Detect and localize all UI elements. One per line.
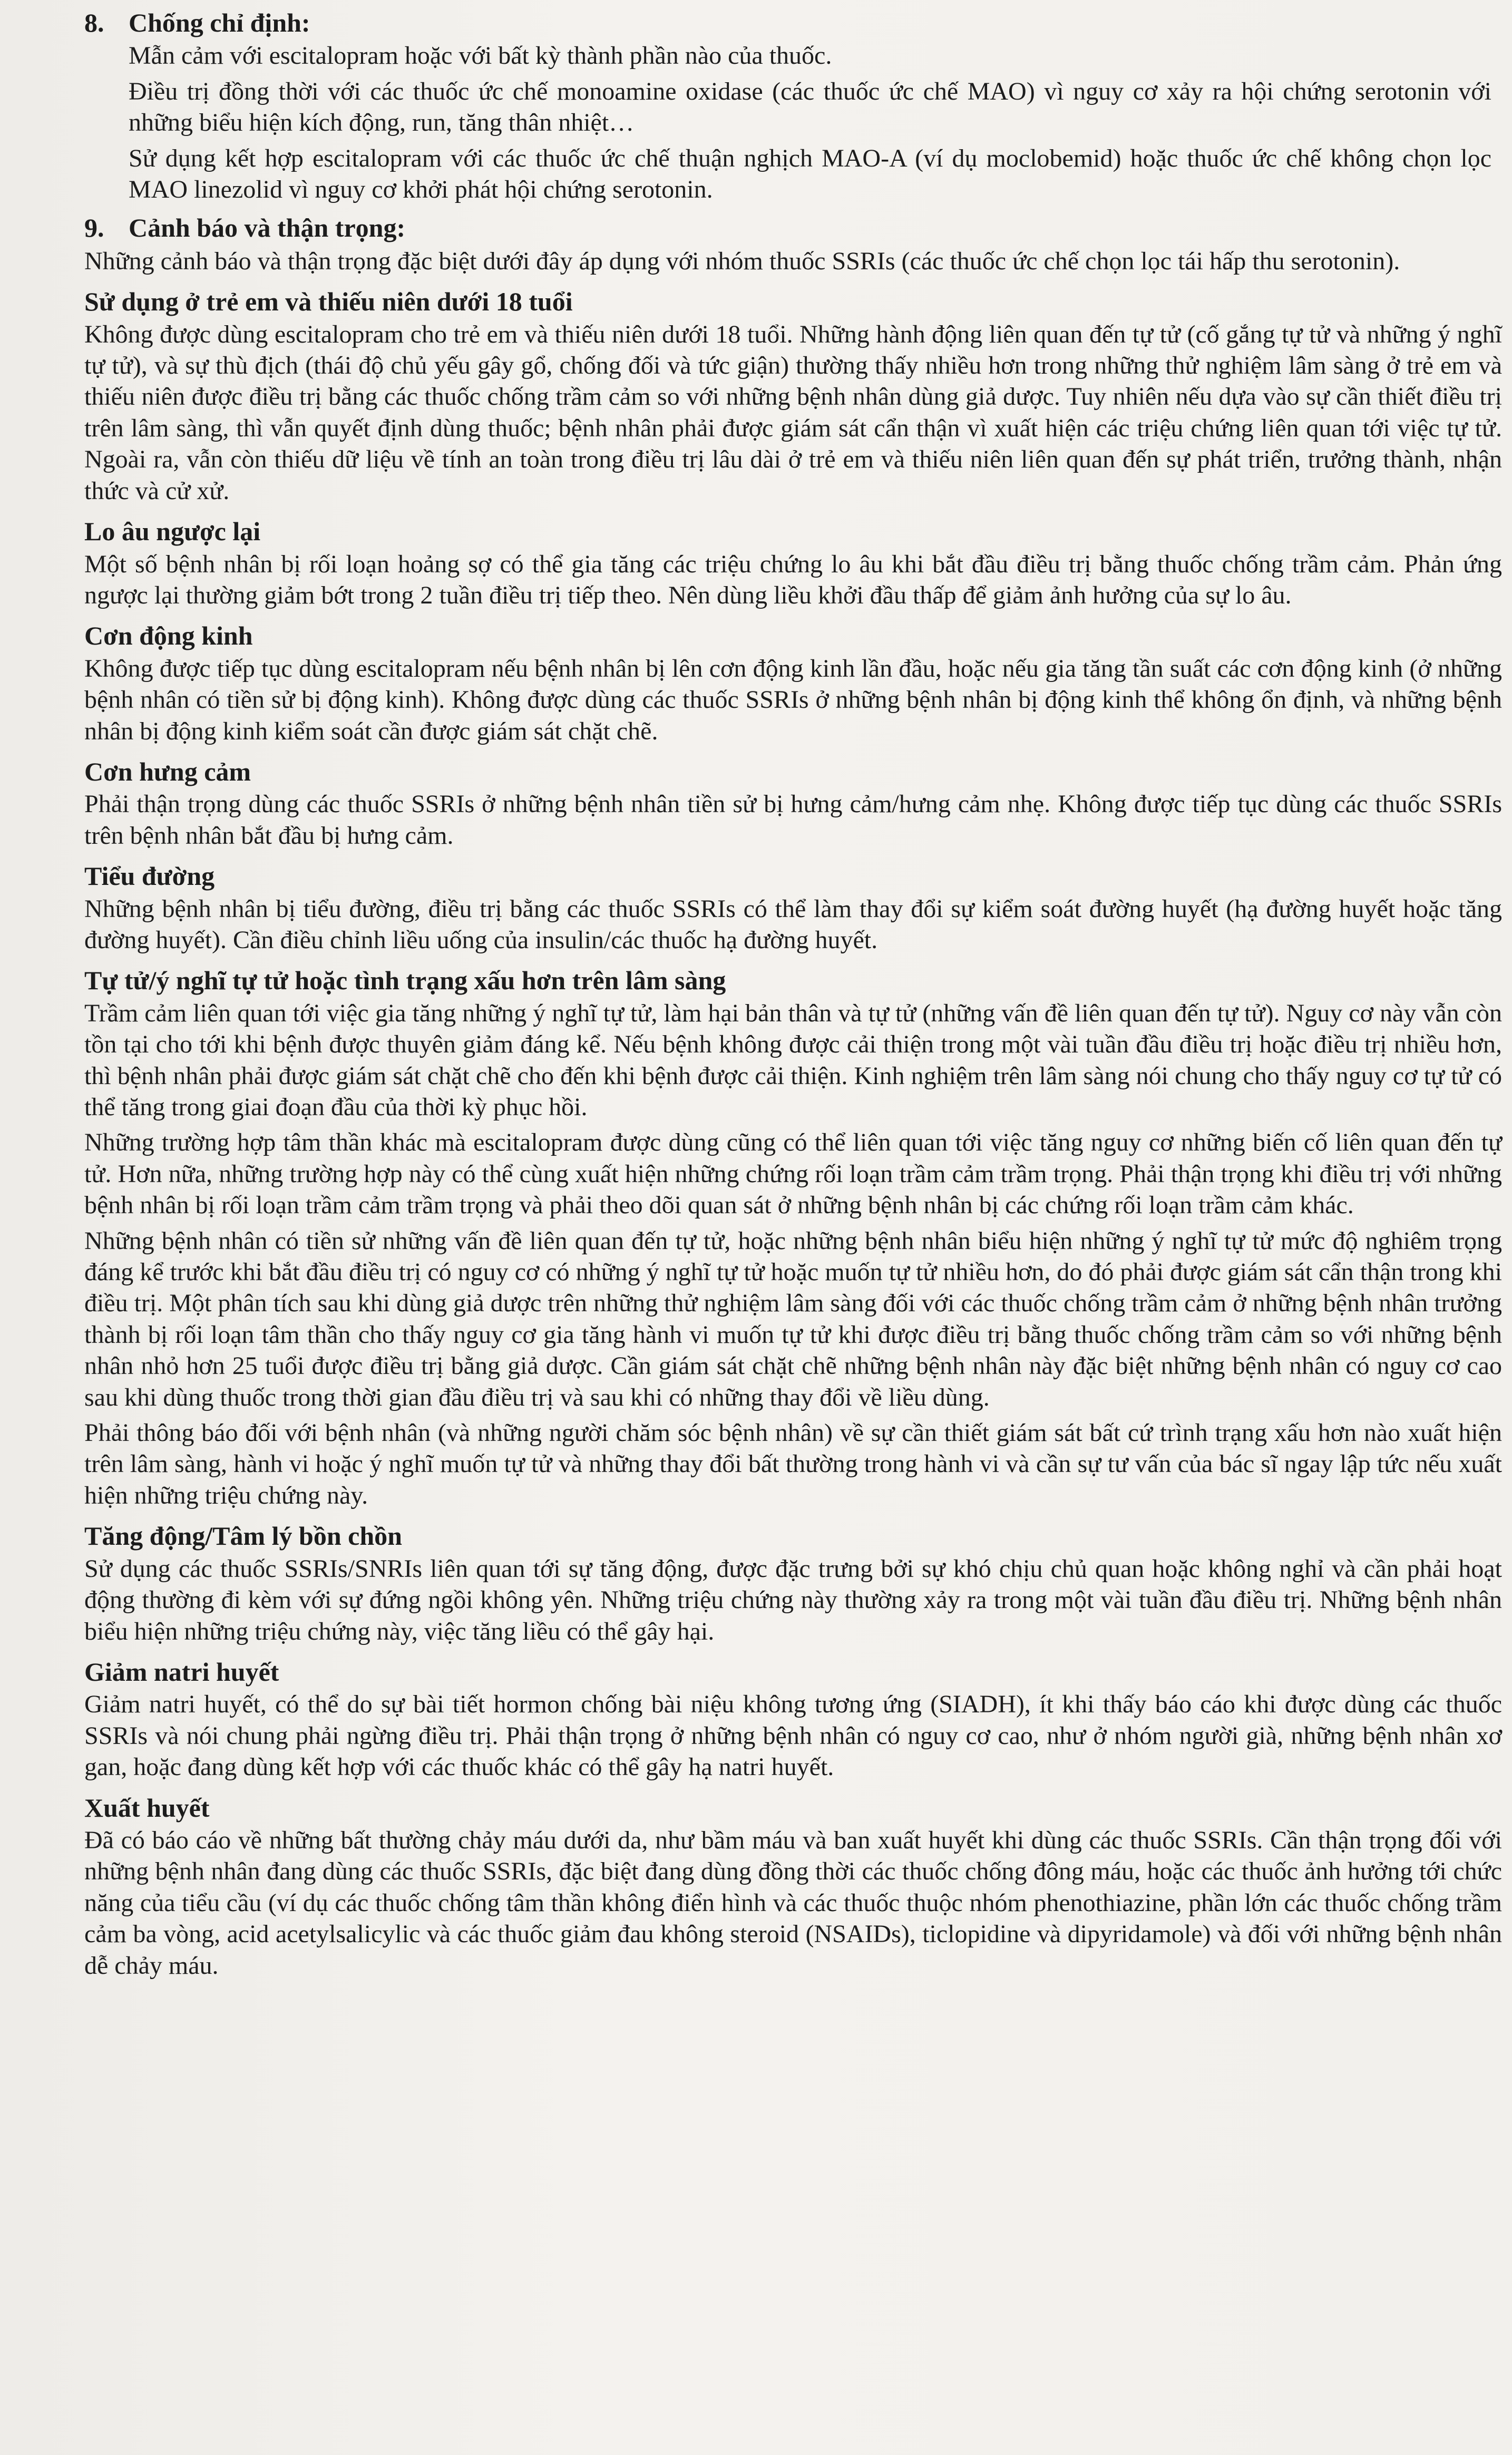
paragraph: Phải thận trọng dùng các thuốc SSRIs ở những bệnh nhân tiền sử bị hưng cảm/hưng cảm nhẹ. Không được tiếp tục dùng các thuốc SSRIs trên bệnh nhân bắt đầu bị hưng cảm. bbox=[84, 790, 1502, 850]
paragraph: Những trường hợp tâm thần khác mà escitalopram được dùng cũng có thể liên quan tới việc tăng nguy cơ những biến cố liên quan đến tự tử. Hơn nữa, những trường hợp này có thể cùng xuất hiện những chứng rối loạn trầm cảm trầm trọng. Phải thận trọng khi điều trị với những bệnh nhân bị rối loạn trầm cảm trầm trọng và phải theo dõi quan sát ở những bệnh nhân bị các chứng rối loạn trầm cảm khác. bbox=[84, 1128, 1502, 1220]
subsection-heading: Cơn hưng cảm bbox=[84, 756, 251, 786]
document-content bbox=[84, 7, 1502, 1985]
subsection-heading: Giảm natri huyết bbox=[84, 1657, 279, 1687]
section-title: Cảnh báo và thận trọng: bbox=[129, 213, 406, 243]
paragraph: Không được dùng escitalopram cho trẻ em và thiếu niên dưới 18 tuổi. Những hành động liên quan đến tự tử (cố gắng tự tử và những ý nghĩ tự tử), và sự thù địch (thái độ chủ yếu gây gổ, chống đối và tức giận) thường thấy nhiều hơn trong những thử nghiệm lâm sàng ở trẻ em và thiếu niên được điều trị bằng các thuốc chống trầm cảm so với những bệnh nhân dùng giả dược. Tuy nhiên nếu dựa vào sự cần thiết điều trị trên lâm sàng, thì vẫn quyết định dùng thuốc; bệnh nhân phải được giám sát cẩn thận vì xuất hiện các triệu chứng liên quan tới việc tự tử. Ngoài ra, vẫn còn thiếu dữ liệu về tính an toàn trong điều trị lâu dài ở trẻ em và thiếu niên liên quan đến sự phát triển, trưởng thành, nhận thức và cử xử. bbox=[84, 320, 1502, 505]
paragraph: Những bệnh nhân có tiền sử những vấn đề liên quan đến tự tử, hoặc những bệnh nhân biểu hiện những ý nghĩ tự tử mức độ nghiêm trọng đáng kể trước khi bắt đầu điều trị có nguy cơ có những ý nghĩ tự tử hoặc muốn tự tử nhiều hơn, do đó phải được giám sát cẩn thận trong khi điều trị. Một phân tích sau khi dùng giả dược trên những thử nghiệm lâm sàng đối với các thuốc chống trầm cảm ở những bệnh nhân trưởng thành bị rối loạn tâm thần cho thấy nguy cơ gia tăng hành vi muốn tự tử khi được điều trị bằng thuốc chống trầm cảm so với những bệnh nhân nhỏ hơn 25 tuổi được điều trị bằng giả dược. Cần giám sát chặt chẽ những bệnh nhân này đặc biệt những bệnh nhân có nguy cơ cao sau khi dùng thuốc trong thời gian đầu điều trị và sau khi có những thay đổi về liều dùng. bbox=[84, 1226, 1502, 1411]
paragraph: Điều trị đồng thời với các thuốc ức chế monoamine oxidase (các thuốc ức chế MAO) vì nguy cơ xảy ra hội chứng serotonin với những biểu hiện kích động, run, tăng thân nhiệt… bbox=[129, 77, 1491, 137]
section-heading bbox=[84, 7, 1502, 38]
section-number: 8. bbox=[84, 8, 104, 37]
subsection-heading: Tăng động/Tâm lý bồn chồn bbox=[84, 1521, 402, 1551]
section-number: 9. bbox=[84, 213, 104, 243]
section-heading bbox=[84, 212, 1502, 243]
paragraph: Phải thông báo đối với bệnh nhân (và những người chăm sóc bệnh nhân) về sự cần thiết giám sát bất cứ trình trạng xấu hơn nào xuất hiện trên lâm sàng, hành vi hoặc ý nghĩ muốn tự tử và những thay đổi bất thường trong hành vi và cần sự tư vấn của bác sĩ ngay lập tức nếu xuất hiện những triệu chứng này. bbox=[84, 1419, 1502, 1509]
paragraph: Những bệnh nhân bị tiểu đường, điều trị bằng các thuốc SSRIs có thể làm thay đổi sự kiểm soát đường huyết (hạ đường huyết hoặc tăng đường huyết). Cần điều chỉnh liều uống của insulin/các thuốc hạ đường huyết. bbox=[84, 894, 1502, 954]
subsection-heading: Cơn động kinh bbox=[84, 621, 253, 651]
paragraph: Những cảnh báo và thận trọng đặc biệt dưới đây áp dụng với nhóm thuốc SSRIs (các thuốc ức chế chọn lọc tái hấp thu serotonin). bbox=[84, 247, 1400, 275]
subsection-heading: Sử dụng ở trẻ em và thiếu niên dưới 18 tuổi bbox=[84, 287, 573, 317]
paragraph: Sử dụng kết hợp escitalopram với các thuốc ức chế thuận nghịch MAO-A (ví dụ moclobemid) hoặc thuốc ức chế không chọn lọc MAO linezolid vì nguy cơ khởi phát hội chứng serotonin. bbox=[129, 144, 1491, 204]
paragraph: Giảm natri huyết, có thể do sự bài tiết hormon chống bài niệu không tương ứng (SIADH), ít khi thấy báo cáo khi được dùng các thuốc SSRIs và nói chung phải ngừng điều trị. Phải thận trọng ở những bệnh nhân có nguy cơ cao, như ở nhóm người già, những bệnh nhân xơ gan, hoặc đang dùng kết hợp với các thuốc khác có thể gây hạ natri huyết. bbox=[84, 1690, 1502, 1781]
section-title: Chống chỉ định: bbox=[129, 8, 310, 37]
paragraph: Một số bệnh nhân bị rối loạn hoảng sợ có thể gia tăng các triệu chứng lo âu khi bắt đầu điều trị bằng thuốc chống trầm cảm. Phản ứng ngược lại thường giảm bớt trong 2 tuần điều trị tiếp theo. Nên dùng liều khởi đầu thấp để giảm ảnh hưởng của sự lo âu. bbox=[84, 550, 1502, 609]
paragraph: Đã có báo cáo về những bất thường chảy máu dưới da, như bầm máu và ban xuất huyết khi dùng các thuốc SSRIs. Cần thận trọng đối với những bệnh nhân đang dùng các thuốc SSRIs, đặc biệt đang dùng đồng thời các thuốc chống đông máu, hoặc các thuốc ảnh hưởng tới chức năng của tiểu cầu (ví dụ các thuốc chống tâm thần không điển hình và các thuốc thuộc nhóm phenothiazine, phần lớn các thuốc chống trầm cảm ba vòng, acid acetylsalicylic và các thuốc giảm đau không steroid (NSAIDs), ticlopidine và dipyridamole) và đối với những bệnh nhân dễ chảy máu. bbox=[84, 1826, 1502, 1980]
subsection-heading: Xuất huyết bbox=[84, 1792, 210, 1823]
contraindications-list bbox=[84, 40, 1502, 205]
paragraph: Không được tiếp tục dùng escitalopram nếu bệnh nhân bị lên cơn động kinh lần đầu, hoặc nếu gia tăng tần suất các cơn động kinh (ở những bệnh nhân có tiền sử bị động kinh). Không được dùng các thuốc SSRIs ở những bệnh nhân bị động kinh thể không ổn định, và những bệnh nhân bị động kinh kiểm soát cần được giám sát chặt chẽ. bbox=[84, 654, 1502, 745]
subsection-heading: Tự tử/ý nghĩ tự tử hoặc tình trạng xấu hơn trên lâm sàng bbox=[84, 966, 726, 996]
paragraph: Mẫn cảm với escitalopram hoặc với bất kỳ thành phần nào của thuốc. bbox=[129, 42, 832, 70]
paragraph: Sử dụng các thuốc SSRIs/SNRIs liên quan tới sự tăng động, được đặc trưng bởi sự khó chịu chủ quan hoặc không nghỉ và cần phải hoạt động thường đi kèm với sự đứng ngồi không yên. Những triệu chứng này thường xảy ra trong một vài tuần đầu điều trị. Những bệnh nhân biểu hiện những triệu chứng này, việc tăng liều có thể gây hại. bbox=[84, 1554, 1502, 1645]
paragraph: Trầm cảm liên quan tới việc gia tăng những ý nghĩ tự tử, làm hại bản thân và tự tử (những vấn đề liên quan đến tự tử). Nguy cơ này vẫn còn tồn tại cho tới khi bệnh được thuyên giảm đáng kể. Nếu bệnh không được cải thiện trong một vài tuần đầu điều trị hoặc điều trị nhiều hơn, thì bệnh nhân phải được giám sát chặt chẽ cho đến khi bệnh được cải thiện. Kinh nghiệm trên lâm sàng nói chung cho thấy nguy cơ tự tử có thể tăng trong giai đoạn đầu của thời kỳ phục hồi. bbox=[84, 999, 1502, 1121]
subsection-heading: Tiểu đường bbox=[84, 861, 215, 891]
subsection-heading: Lo âu ngược lại bbox=[84, 517, 261, 547]
